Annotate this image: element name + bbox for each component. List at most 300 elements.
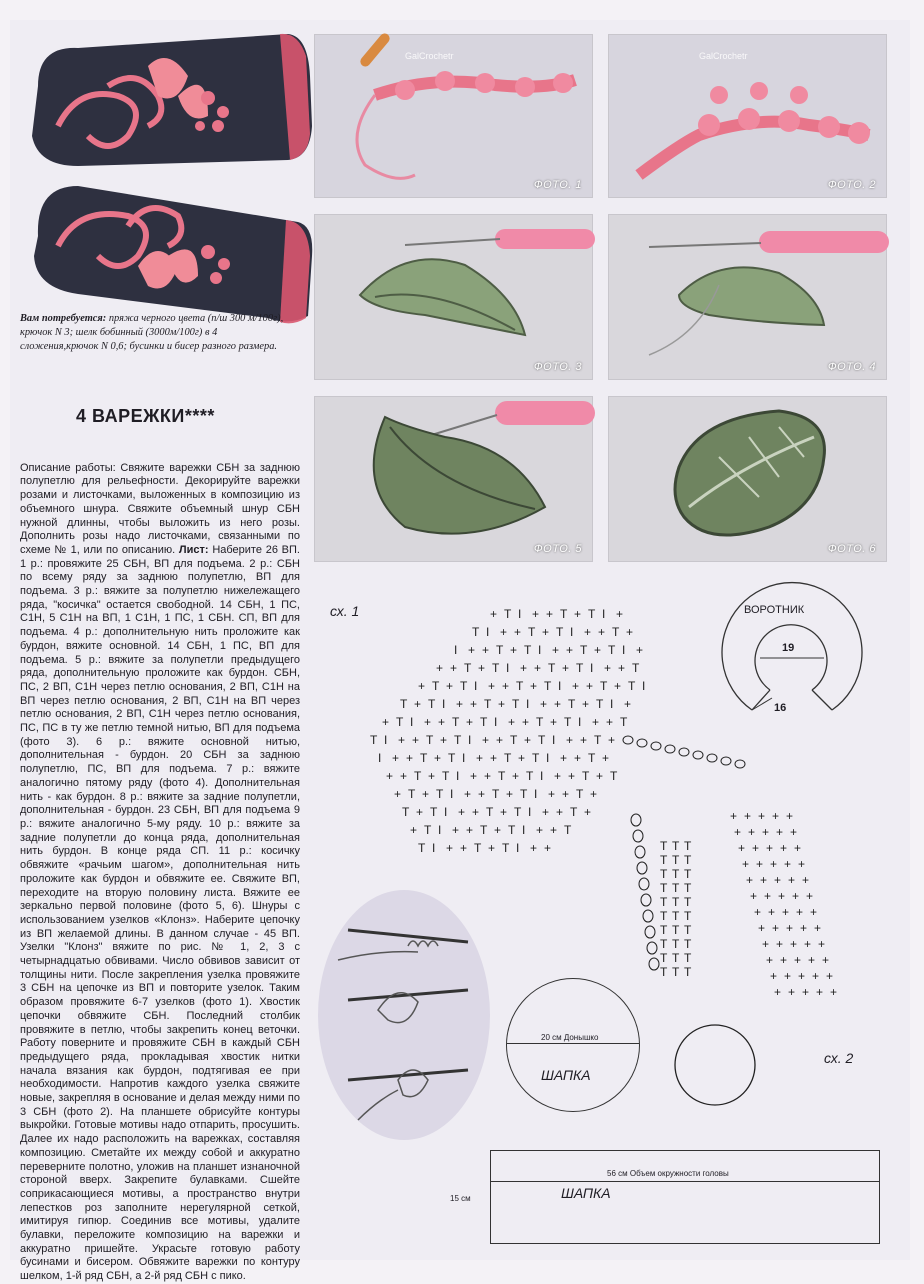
- stitch-symbol: T: [660, 853, 668, 867]
- hat-band-height-label: 15 см: [450, 1194, 471, 1203]
- stitch-symbol: +: [520, 661, 528, 675]
- stitch-symbol: T: [672, 923, 680, 937]
- stitch-symbol: +: [472, 805, 480, 819]
- stitch-symbol: T: [620, 715, 628, 729]
- stitch-symbol: I: [534, 787, 538, 801]
- stitch-symbol: +: [488, 841, 496, 855]
- stitch-symbol: T: [370, 733, 378, 747]
- stitch-symbol: T: [524, 643, 532, 657]
- hat-band-name: ШАПКА: [561, 1185, 611, 1201]
- stitch-symbol: +: [428, 769, 436, 783]
- stitch-symbol: +: [494, 823, 502, 837]
- stitch-symbol: +: [780, 953, 788, 967]
- stitch-symbol: +: [440, 733, 448, 747]
- stitch-symbol: I: [538, 643, 542, 657]
- stitch-symbol: +: [470, 769, 478, 783]
- stitch-symbol: +: [562, 661, 570, 675]
- stitch-symbol: +: [540, 697, 548, 711]
- photo-caption: ФОТО. 3: [533, 361, 582, 373]
- stitch-symbol: I: [546, 751, 550, 765]
- stitch-symbol: +: [554, 697, 562, 711]
- stitch-symbol: +: [808, 953, 816, 967]
- stitch-symbol: +: [532, 607, 540, 621]
- stitch-symbol: T: [684, 951, 692, 965]
- stitch-symbol: +: [500, 625, 508, 639]
- stitch-symbol: +: [776, 937, 784, 951]
- stitch-symbol: +: [796, 905, 804, 919]
- stitch-symbol: T: [414, 769, 422, 783]
- stitch-symbol: +: [418, 679, 426, 693]
- stitch-symbol: +: [574, 751, 582, 765]
- stitch-symbol: T: [588, 751, 596, 765]
- stitch-symbol: +: [806, 889, 814, 903]
- stitch-symbol: I: [456, 769, 460, 783]
- stitch-symbol: +: [410, 823, 418, 837]
- stitch-symbol: +: [812, 969, 820, 983]
- chain-stitch-symbol: [637, 739, 647, 747]
- instructions-text: [20, 448, 300, 1283]
- stitch-symbol: T: [582, 769, 590, 783]
- stitch-symbol: +: [780, 841, 788, 855]
- stitch-symbol: I: [494, 715, 498, 729]
- stitch-symbol: +: [460, 841, 468, 855]
- stitch-symbol: +: [614, 679, 622, 693]
- stitch-symbol: +: [746, 873, 754, 887]
- stitch-symbol: T: [660, 881, 668, 895]
- stitch-symbol: +: [500, 805, 508, 819]
- stitch-symbol: I: [610, 697, 614, 711]
- photo-watermark: GalCrochetr: [405, 51, 454, 61]
- stitch-symbol: T: [510, 733, 518, 747]
- stitch-symbol: T: [612, 625, 620, 639]
- stitch-symbol: T: [420, 751, 428, 765]
- stitch-symbol: T: [632, 661, 640, 675]
- stitch-symbol: I: [528, 805, 532, 819]
- stitch-symbol: +: [468, 643, 476, 657]
- stitch-symbol: +: [484, 769, 492, 783]
- stitch-symbol: T: [408, 787, 416, 801]
- stitch-symbol: T: [576, 787, 584, 801]
- stitch-symbol: +: [392, 751, 400, 765]
- photo-4: [608, 214, 887, 380]
- stitch-symbol: +: [458, 805, 466, 819]
- stitch-symbol: I: [486, 625, 490, 639]
- stitch-symbol: T: [400, 697, 408, 711]
- stitch-symbol: +: [758, 921, 766, 935]
- stitch-symbol: +: [552, 643, 560, 657]
- stitch-symbol: +: [766, 841, 774, 855]
- stitch-symbol: +: [784, 969, 792, 983]
- stitch-symbol: +: [562, 787, 570, 801]
- stitch-symbol: +: [734, 825, 742, 839]
- stitch-symbol: T: [672, 867, 680, 881]
- stitch-symbol: +: [542, 805, 550, 819]
- stitch-symbol: T: [660, 839, 668, 853]
- stitch-symbol: +: [822, 953, 830, 967]
- stitch-symbol: +: [554, 769, 562, 783]
- clones-knot-steps: [318, 890, 490, 1140]
- stitch-symbol: +: [478, 661, 486, 675]
- chain-stitch-symbol: [735, 760, 745, 768]
- stitch-symbol: +: [406, 751, 414, 765]
- stitch-symbol: +: [750, 889, 758, 903]
- stitch-symbol: +: [574, 607, 582, 621]
- leaf-in-progress-image: [609, 215, 886, 379]
- chain-stitch-symbol: [637, 862, 647, 874]
- stitch-symbol: T: [492, 661, 500, 675]
- stitch-symbol: +: [382, 715, 390, 729]
- stitch-symbol: +: [568, 769, 576, 783]
- stitch-symbol: +: [754, 905, 762, 919]
- chain-stitch-symbol: [665, 745, 675, 753]
- chain-stitch-symbol: [645, 926, 655, 938]
- stitch-symbol: +: [482, 643, 490, 657]
- stitch-symbol: +: [738, 841, 746, 855]
- stitch-symbol: +: [770, 857, 778, 871]
- stitch-symbol: T: [544, 679, 552, 693]
- stitch-symbol: +: [530, 679, 538, 693]
- chain-stitch-symbol: [633, 830, 643, 842]
- stitch-symbol: T: [424, 823, 432, 837]
- stitch-symbol: +: [456, 697, 464, 711]
- stitch-symbol: T: [568, 697, 576, 711]
- stitch-symbol: +: [794, 953, 802, 967]
- stitch-symbol: +: [514, 625, 522, 639]
- stitch-symbol: +: [798, 969, 806, 983]
- stitch-symbol: +: [802, 873, 810, 887]
- hat-band-diagram: [490, 1150, 880, 1244]
- photo-caption: ФОТО. 6: [827, 543, 876, 555]
- stitch-symbol: T: [660, 867, 668, 881]
- stitch-symbol: +: [730, 809, 738, 823]
- scheme-2-label: сх. 2: [824, 1050, 854, 1066]
- stitch-symbol: T: [460, 679, 468, 693]
- stitch-symbol: +: [466, 823, 474, 837]
- leaf-in-progress-image: [315, 215, 592, 379]
- stitch-symbol: T: [402, 805, 410, 819]
- stitch-symbol: T: [528, 625, 536, 639]
- stitch-symbol: +: [412, 733, 420, 747]
- stitch-symbol: T: [588, 607, 596, 621]
- stitch-symbol: +: [450, 661, 458, 675]
- stitch-symbol: T: [508, 823, 516, 837]
- stitch-symbol: +: [470, 697, 478, 711]
- stitch-symbol: T: [396, 715, 404, 729]
- stitch-symbol: +: [414, 697, 422, 711]
- stitch-symbol: I: [438, 823, 442, 837]
- stitch-symbol: +: [590, 787, 598, 801]
- stitch-symbol: T: [660, 909, 668, 923]
- photo-caption: ФОТО. 1: [533, 179, 582, 191]
- stitch-symbol: +: [762, 937, 770, 951]
- stitch-symbol: +: [550, 715, 558, 729]
- rose-chart: [620, 790, 890, 1120]
- stitch-symbol: T: [580, 643, 588, 657]
- stitch-symbol: +: [766, 953, 774, 967]
- stitch-symbol: +: [804, 937, 812, 951]
- stitch-symbol: T: [560, 607, 568, 621]
- stitch-symbol: +: [544, 841, 552, 855]
- materials-heading: Вам потребуется:: [20, 313, 107, 324]
- stitch-symbol: +: [510, 643, 518, 657]
- stitch-symbol: T: [684, 881, 692, 895]
- stitch-symbol: T: [672, 853, 680, 867]
- stitch-symbol: I: [516, 841, 520, 855]
- stitch-symbol: +: [490, 751, 498, 765]
- stitch-symbol: I: [462, 751, 466, 765]
- photo-watermark: GalCrochetr: [699, 51, 748, 61]
- stitch-symbol: T: [536, 715, 544, 729]
- stitch-symbol: T: [504, 607, 512, 621]
- stitch-symbol: I: [518, 607, 522, 621]
- stitch-symbol: +: [416, 805, 424, 819]
- stitch-symbol: +: [548, 787, 556, 801]
- stitch-symbol: I: [450, 787, 454, 801]
- stitch-symbol: +: [624, 697, 632, 711]
- collar-title: ВОРОТНИК: [744, 604, 805, 616]
- stitch-symbol: +: [616, 607, 624, 621]
- stitch-symbol: +: [594, 643, 602, 657]
- stitch-symbol: +: [482, 733, 490, 747]
- photo-3: [314, 214, 593, 380]
- stitch-symbol: +: [512, 769, 520, 783]
- stitch-symbol: +: [598, 625, 606, 639]
- photo-caption: ФОТО. 2: [827, 179, 876, 191]
- stitch-symbol: +: [776, 825, 784, 839]
- materials-text: пряжа черного цвета (п/ш 300 м/100г), крючок N 3; шелк бобинный (3000м/100г) в 4 сложения,крючок N 0,6; бусинки и бисер разного размера.: [20, 313, 284, 353]
- article-title: 4 ВАРЕЖКИ****: [76, 406, 215, 426]
- stitch-symbol: +: [556, 805, 564, 819]
- stitch-symbol: T: [660, 937, 668, 951]
- stitch-symbol: T: [660, 951, 668, 965]
- stitch-symbol: +: [774, 873, 782, 887]
- stitch-symbol: +: [584, 625, 592, 639]
- stitch-symbol: I: [642, 679, 646, 693]
- stitch-symbol: +: [618, 661, 626, 675]
- stitch-symbol: T: [660, 895, 668, 909]
- stitch-symbol: T: [428, 697, 436, 711]
- stitch-symbol: +: [760, 873, 768, 887]
- stitch-symbol: +: [584, 805, 592, 819]
- photo-1: [314, 34, 593, 198]
- stitch-symbol: T: [498, 769, 506, 783]
- stitch-symbol: T: [538, 733, 546, 747]
- stitch-symbol: T: [660, 965, 668, 979]
- chain-stitch-symbol: [649, 958, 659, 970]
- stitch-symbol: +: [386, 769, 394, 783]
- stitch-symbol: T: [570, 805, 578, 819]
- hat-top-size-label: 20 см Донышко: [541, 1033, 599, 1042]
- stitch-symbol: I: [590, 661, 594, 675]
- photo-6: [608, 396, 887, 562]
- chain-stitch-symbol: [721, 757, 731, 765]
- stitch-symbol: +: [744, 809, 752, 823]
- stitch-symbol: +: [536, 823, 544, 837]
- stitch-symbol: T: [532, 751, 540, 765]
- leaf-heading: Лист:: [178, 543, 209, 556]
- chain-stitch-symbol: [651, 742, 661, 750]
- stitch-symbol: +: [434, 751, 442, 765]
- stitch-symbol: +: [748, 825, 756, 839]
- stitch-symbol: T: [672, 839, 680, 853]
- stitch-symbol: +: [814, 921, 822, 935]
- stitch-symbol: I: [454, 643, 458, 657]
- stitch-symbol: I: [602, 607, 606, 621]
- stitch-symbol: T: [472, 625, 480, 639]
- photo-5: [314, 396, 593, 562]
- stitch-symbol: +: [810, 905, 818, 919]
- stitch-symbol: +: [452, 823, 460, 837]
- stitch-symbol: T: [464, 661, 472, 675]
- photo-2: [608, 34, 887, 198]
- stitch-symbol: +: [802, 985, 810, 999]
- stitch-symbol: I: [444, 805, 448, 819]
- stitch-symbol: +: [488, 679, 496, 693]
- chain-stitch-symbol: [679, 748, 689, 756]
- stitch-symbol: T: [594, 733, 602, 747]
- stitch-symbol: +: [830, 985, 838, 999]
- stitch-symbol: T: [432, 679, 440, 693]
- stitch-symbol: T: [672, 937, 680, 951]
- stitch-symbol: +: [606, 715, 614, 729]
- stitch-symbol: +: [604, 661, 612, 675]
- stitch-symbol: I: [526, 697, 530, 711]
- stitch-symbol: +: [798, 857, 806, 871]
- stitch-symbol: T: [486, 805, 494, 819]
- stitch-symbol: +: [582, 697, 590, 711]
- stitch-symbol: T: [576, 661, 584, 675]
- stitch-symbol: T: [672, 881, 680, 895]
- hat-top-name: ШАПКА: [541, 1067, 591, 1083]
- stitch-symbol: T: [512, 697, 520, 711]
- stitch-symbol: T: [480, 715, 488, 729]
- stitch-symbol: T: [684, 909, 692, 923]
- stitch-symbol: I: [622, 643, 626, 657]
- rose-center-circle: [675, 1025, 755, 1105]
- stitch-symbol: +: [586, 679, 594, 693]
- stitch-symbol: +: [580, 733, 588, 747]
- stitch-symbol: T: [672, 951, 680, 965]
- stitch-symbol: +: [774, 985, 782, 999]
- hat-band-size-label: 56 см Объем окружности головы: [607, 1169, 729, 1178]
- stitch-symbol: I: [432, 841, 436, 855]
- stitch-symbol: T: [502, 841, 510, 855]
- stitch-symbol: +: [772, 921, 780, 935]
- leaf-in-progress-image: [315, 397, 592, 561]
- stitch-symbol: T: [564, 823, 572, 837]
- stitch-symbol: +: [792, 889, 800, 903]
- stitch-symbol: +: [790, 937, 798, 951]
- chain-stitch-symbol: [631, 814, 641, 826]
- stitch-symbol: +: [400, 769, 408, 783]
- stitch-symbol: T: [600, 679, 608, 693]
- stitch-symbol: +: [756, 857, 764, 871]
- stitch-symbol: T: [526, 769, 534, 783]
- chain-stitch-symbol: [647, 942, 657, 954]
- hat-top-diagram: [506, 978, 640, 1112]
- stitch-symbol: +: [476, 751, 484, 765]
- stitch-symbol: T: [672, 965, 680, 979]
- stitch-symbol: +: [464, 787, 472, 801]
- stitch-symbol: +: [490, 607, 498, 621]
- stitch-symbol: T: [684, 923, 692, 937]
- stitch-symbol: +: [788, 873, 796, 887]
- photo-caption: ФОТО. 5: [533, 543, 582, 555]
- diameter-line: [507, 1043, 639, 1044]
- stitch-symbol: T: [426, 733, 434, 747]
- stitch-symbol: +: [446, 679, 454, 693]
- stitch-symbol: +: [636, 643, 644, 657]
- stitch-symbol: T: [684, 839, 692, 853]
- stitch-symbol: +: [826, 969, 834, 983]
- stitch-symbol: +: [800, 921, 808, 935]
- stitch-symbol: +: [496, 733, 504, 747]
- stitch-symbol: +: [566, 733, 574, 747]
- stitch-symbol: T: [672, 909, 680, 923]
- scheme-1-label: сх. 1: [330, 603, 360, 619]
- stitch-symbol: +: [478, 787, 486, 801]
- stitch-symbol: T: [430, 805, 438, 819]
- collar-diagram: [712, 594, 862, 724]
- stitch-symbol: +: [784, 857, 792, 871]
- stitch-symbol: +: [522, 715, 530, 729]
- stitch-symbol: T: [564, 715, 572, 729]
- stitch-symbol: T: [504, 751, 512, 765]
- stitch-symbol: T: [684, 867, 692, 881]
- stitch-symbol: T: [608, 643, 616, 657]
- stitch-symbol: +: [534, 661, 542, 675]
- stitch-symbol: +: [530, 841, 538, 855]
- stitch-symbol: T: [418, 841, 426, 855]
- band-measure-line: [491, 1181, 879, 1182]
- stitch-symbol: +: [768, 905, 776, 919]
- stitch-symbol: +: [438, 715, 446, 729]
- stitch-symbol: +: [782, 905, 790, 919]
- stitch-symbol: I: [570, 625, 574, 639]
- stitch-symbol: I: [442, 697, 446, 711]
- stitch-symbol: T: [516, 679, 524, 693]
- stitch-symbol: T: [684, 853, 692, 867]
- stitch-symbol: +: [758, 809, 766, 823]
- stitch-symbol: +: [566, 643, 574, 657]
- stitch-symbol: +: [524, 733, 532, 747]
- stitch-symbol: +: [466, 715, 474, 729]
- stitch-symbol: I: [506, 661, 510, 675]
- stitch-symbol: T: [610, 769, 618, 783]
- stitch-symbol: +: [742, 857, 750, 871]
- stitch-symbol: T: [454, 733, 462, 747]
- stitch-symbol: T: [474, 841, 482, 855]
- stitch-symbol: I: [384, 733, 388, 747]
- stitch-symbol: T: [436, 787, 444, 801]
- chain-stitch-symbol: [635, 846, 645, 858]
- stitch-symbol: T: [484, 697, 492, 711]
- stitch-symbol: +: [498, 697, 506, 711]
- stitch-symbol: +: [788, 985, 796, 999]
- stitch-symbol: T: [628, 679, 636, 693]
- stitch-symbol: T: [660, 923, 668, 937]
- stitch-symbol: +: [786, 809, 794, 823]
- stitch-symbol: +: [602, 751, 610, 765]
- chain-stitch-symbol: [693, 751, 703, 759]
- stitch-symbol: +: [508, 715, 516, 729]
- stitch-symbol: T: [448, 751, 456, 765]
- stitch-symbol: T: [684, 895, 692, 909]
- chain-stitch-symbol: [639, 878, 649, 890]
- stitch-symbol: I: [522, 823, 526, 837]
- finished-leaf-image: [609, 397, 886, 561]
- rose-stitch-chart: [620, 790, 890, 1120]
